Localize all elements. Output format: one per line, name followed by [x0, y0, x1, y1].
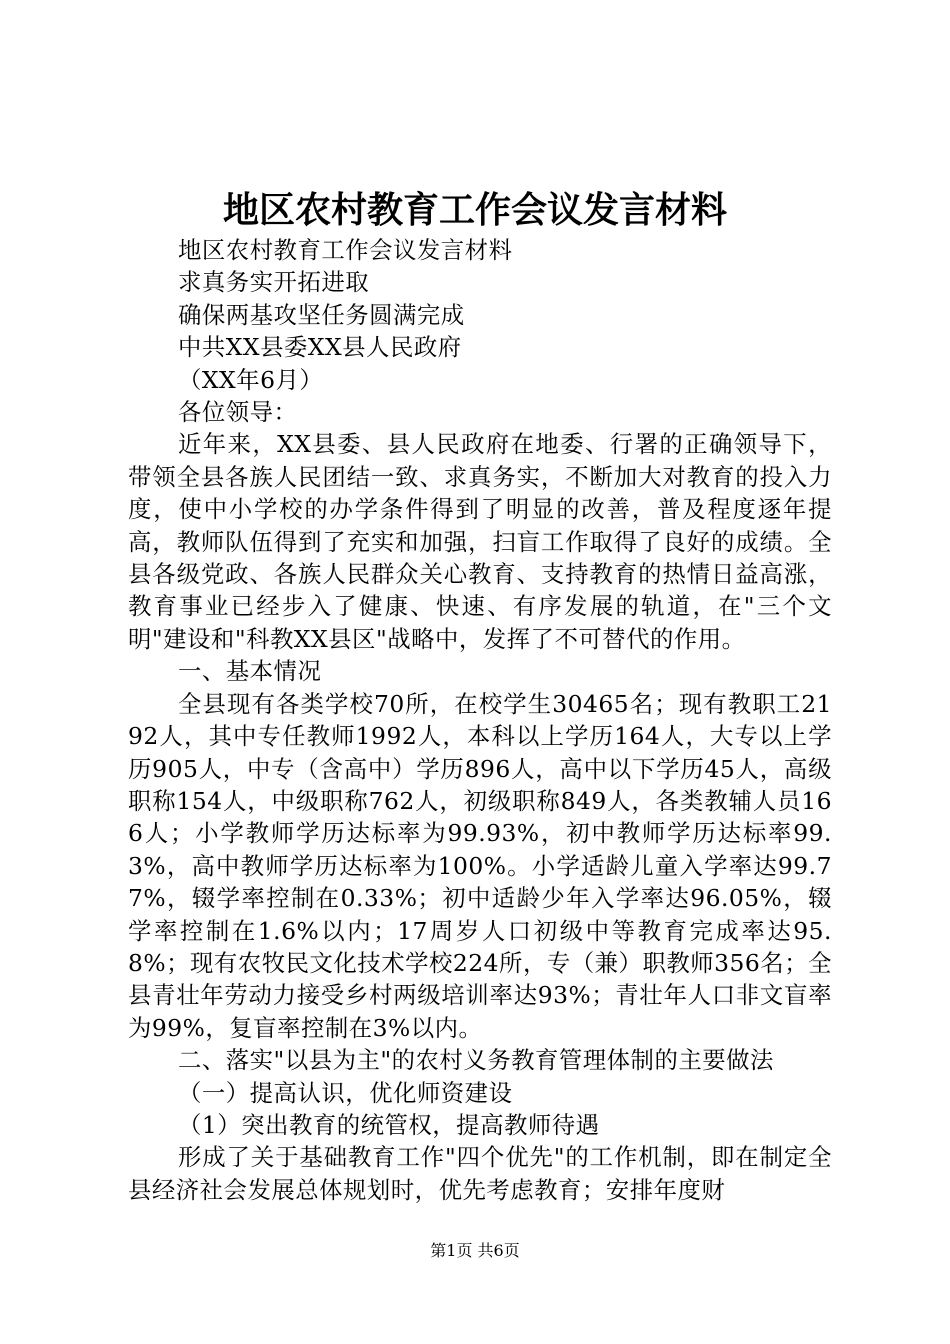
paragraph: 求真务实开拓进取	[178, 268, 370, 297]
paragraph: 各位领导：	[178, 398, 298, 427]
document-body	[128, 234, 832, 1206]
paragraph: 一、基本情况	[178, 657, 322, 686]
paragraph: （1）突出教育的统管权，提高教师待遇	[178, 1110, 600, 1139]
paragraph: 全县现有各类学校70所，在校学生30465名；现有教职工2192人，其中专任教师1992人，本科以上学历164人，大专以上学历905人，中专（含高中）学历896人，高中以下学历45人，高级职称154人，中级职称762人，初级职称849人，各类教辅人员166人；小学教师学历达标率为99.93%，初中教师学历达标率99.3%，高中教师学历达标率为100%。小学适龄儿童入学率达99.77%，辍学率控制在0.33%；初中适龄少年入学率达96.05%，辍学率控制在1.6%以内；17周岁人口初级中等教育完成率达95.8%；现有农牧民文化技术学校224所，专（兼）职教师356名；全县青壮年劳动力接受乡村两级培训率达93%；青壮年人口非文盲率为99%，复盲率控制在3%以内。	[128, 689, 832, 1042]
paragraph: 地区农村教育工作会议发言材料	[178, 236, 513, 264]
paragraph: 确保两基攻坚任务圆满完成	[178, 300, 465, 329]
paragraph: 近年来，XX县委、县人民政府在地委、行署的正确领导下，带领全县各族人民团结一致、求真务实，不断加大对教育的投入力度，使中小学校的办学条件得到了明显的改善，普及程度逐年提高，教师队伍得到了充实和加强，扫盲工作取得了良好的成绩。全县各级党政、各族人民群众关心教育、支持教育的热情日益高涨，教育事业已经步入了健康、快速、有序发展的轨道，在"三个文明"建设和"科教XX县区"战略中，发挥了不可替代的作用。	[128, 430, 832, 653]
document-title: 地区农村教育工作会议发言材料	[222, 189, 727, 231]
paragraph: （XX年6月）	[178, 365, 324, 394]
paragraph: 二、落实"以县为主"的农村义务教育管理体制的主要做法	[178, 1046, 774, 1075]
page-footer: 第1页 共6页	[430, 1241, 520, 1260]
paragraph: 形成了关于基础教育工作"四个优先"的工作机制，即在制定全县经济社会发展总体规划时，优先考虑教育；安排年度财	[128, 1143, 832, 1204]
paragraph: 中共XX县委XX县人民政府	[178, 333, 462, 362]
paragraph: （一）提高认识，优化师资建设	[178, 1078, 513, 1107]
